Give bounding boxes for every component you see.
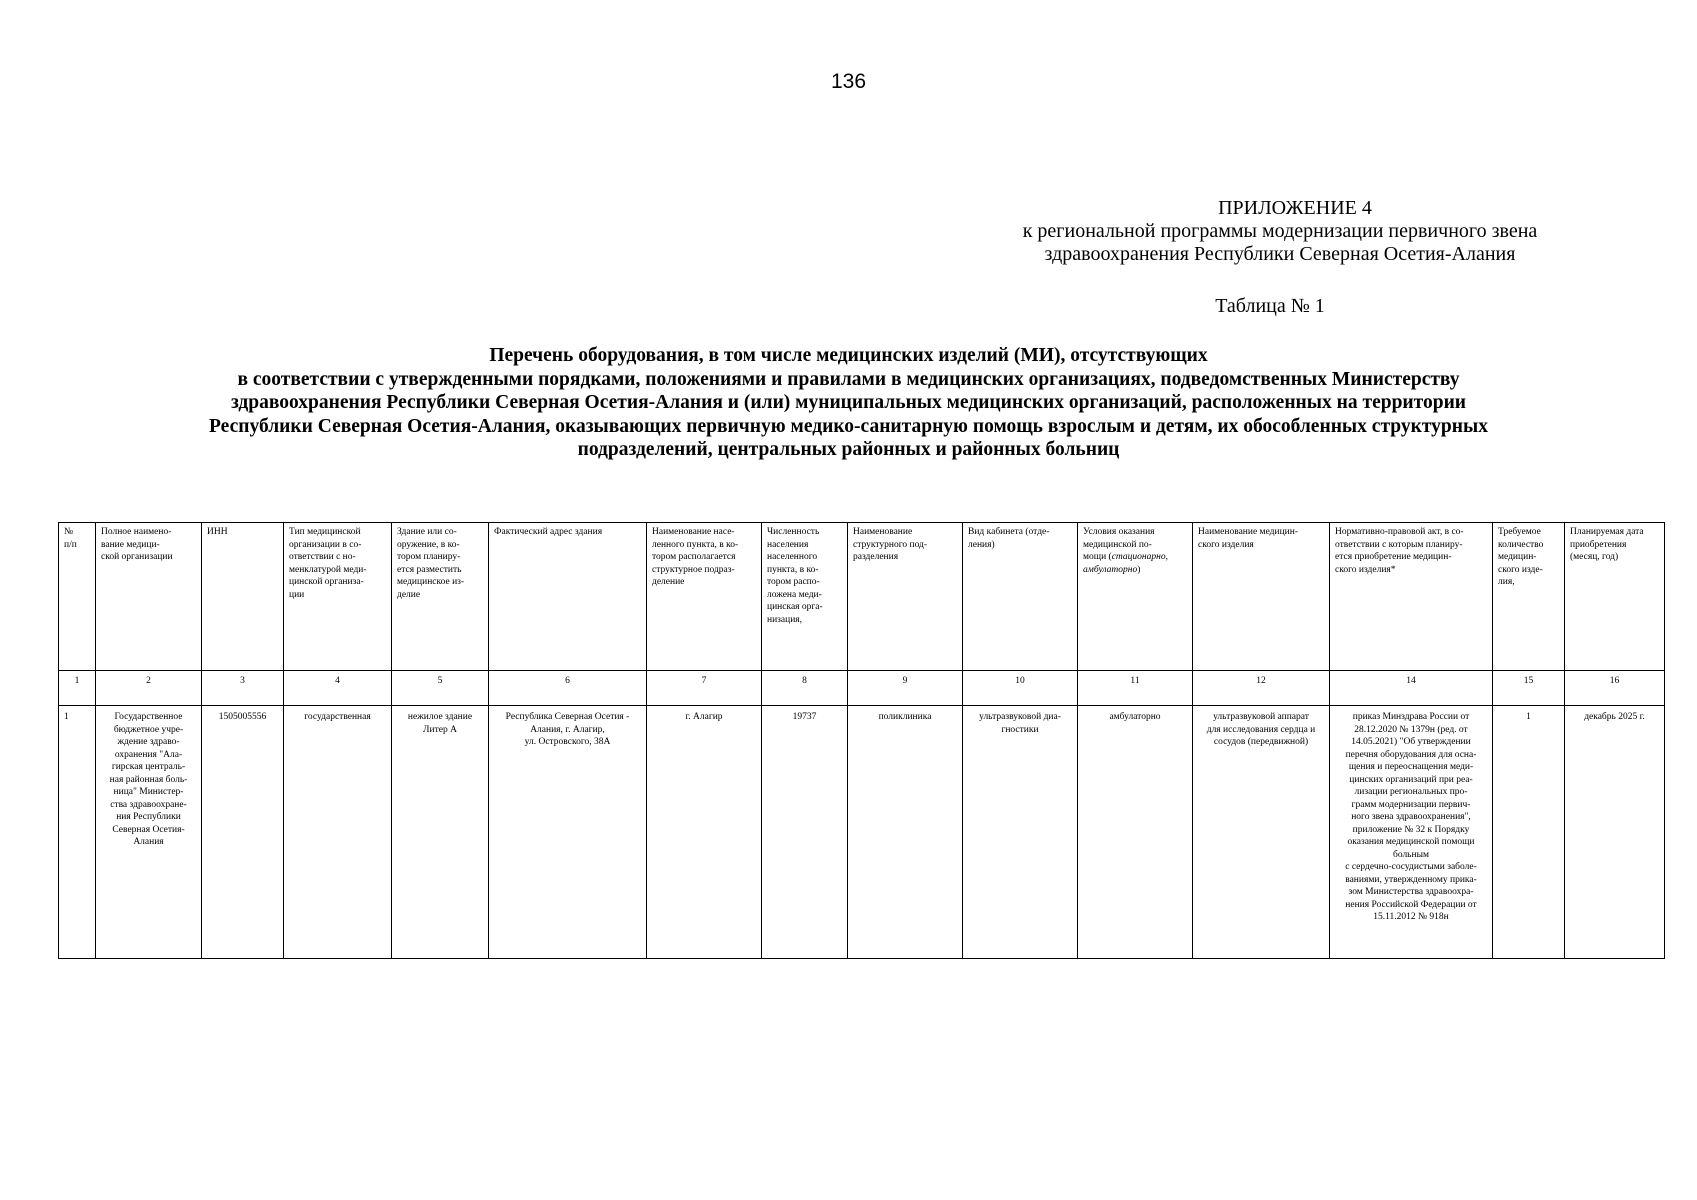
page-number: 136: [830, 70, 867, 93]
appendix-block: [960, 197, 1600, 266]
building-cell: нежилое здание Литер А: [392, 706, 489, 959]
population-cell: 19737: [762, 706, 848, 959]
column-number: 9: [848, 671, 963, 706]
header-cell: ИНН: [202, 523, 284, 671]
column-number: 16: [1565, 671, 1665, 706]
column-number: 14: [1330, 671, 1493, 706]
unit-cell: поликлиника: [848, 706, 963, 959]
column-number: 11: [1078, 671, 1193, 706]
title-line: Перечень оборудования, в том числе медицинских изделий (МИ), отсутствующих: [489, 345, 1208, 366]
header-cell: Нормативно-правовой акт, в со- ответствии с которым планиру- ется приобретение медицин- ского изделия*: [1330, 523, 1493, 671]
legal-act-cell: приказ Минздрава России от 28.12.2020 № 1379н (ред. от 14.05.2021) "Об утверждении перечня оборудования для осна- щения и переоснащения меди- цинских организаций при реа- лизации региональных про- грамм модернизации первич- ного звена здравоохранения", приложение № 32 к Порядку оказания медицинской помощи больным с сердечно-сосудистыми заболе- ваниями, утвержденному прика- зом Министерства здравоохра- нения Российской Федерации от 15.11.2012 № 918н: [1330, 706, 1493, 959]
column-number: 2: [96, 671, 202, 706]
header-cell: Фактический адрес здания: [489, 523, 647, 671]
address-cell: Республика Северная Осетия - Алания, г. Алагир, ул. Островского, 38А: [489, 706, 647, 959]
table-number: Таблица № 1: [1215, 295, 1325, 317]
title-line: здравоохранения Республики Северная Осетия-Алания и (или) муниципальных медицинских организаций, расположенных на территории: [230, 392, 1467, 413]
header-cell: Вид кабинета (отде- ления): [963, 523, 1078, 671]
header-cell: Требуемое количество медицин- ского изде- лия,: [1493, 523, 1565, 671]
settlement-cell: г. Алагир: [647, 706, 762, 959]
appendix-line-3: здравоохранения Республики Северная Осетия-Алания: [1044, 243, 1516, 265]
column-number: 7: [647, 671, 762, 706]
appendix-line-2: к региональной программы модернизации первичного звена: [1022, 220, 1538, 242]
quantity-cell: 1: [1493, 706, 1565, 959]
title-line: подразделений, центральных районных и районных больниц: [577, 439, 1120, 460]
column-number: 4: [284, 671, 392, 706]
equipment-table: [58, 522, 1665, 959]
column-number: 3: [202, 671, 284, 706]
column-number-row: [59, 671, 1665, 706]
header-cell: Наименование медицин- ского изделия: [1193, 523, 1330, 671]
title-line: в соответствии с утвержденными порядками, положениями и правилами в медицинских организациях, подведомственных Министерству: [237, 368, 1460, 390]
header-text: Условия оказания медицинской по- мощи (: [1083, 527, 1155, 562]
header-cell: Полное наимено- вание медици- ской организации: [96, 523, 202, 671]
column-number: 15: [1493, 671, 1565, 706]
appendix-title: ПРИЛОЖЕНИЕ 4: [1218, 197, 1372, 219]
header-cell: [1078, 523, 1193, 671]
organization-cell: Государственное бюджетное учре- ждение здраво- охранения "Ала- гирская централь- ная районная боль- ница" Министер- ства здравоохране- ния Республики Северная Осетия- Алания: [96, 706, 202, 959]
row-number-cell: 1: [59, 706, 96, 959]
header-cell: Наименование структурного под- разделения: [848, 523, 963, 671]
column-number: 8: [762, 671, 848, 706]
header-cell: Численность населения населенного пункта, в ко- тором распо- ложена меди- цинская орга- низация,: [762, 523, 848, 671]
column-number: 12: [1193, 671, 1330, 706]
purchase-date-cell: декабрь 2025 г.: [1565, 706, 1665, 959]
document-title: [60, 344, 1637, 462]
header-cell: Тип медицинской организации в со- ответствии с но- менклатурой меди- цинской организа- ции: [284, 523, 392, 671]
header-cell: Здание или со- оружение, в ко- тором планиру- ется разместить медицинское из- делие: [392, 523, 489, 671]
column-number: 5: [392, 671, 489, 706]
header-row: [59, 523, 1665, 671]
cabinet-cell: ультразвуковой диа- гностики: [963, 706, 1078, 959]
header-text: ): [1137, 564, 1141, 575]
org-type-cell: государственная: [284, 706, 392, 959]
inn-cell: 1505005556: [202, 706, 284, 959]
table-row: [59, 706, 1665, 959]
header-cell: № п/п: [59, 523, 96, 671]
device-cell: ультразвуковой аппарат для исследования сердца и сосудов (передвижной): [1193, 706, 1330, 959]
title-line: Республики Северная Осетия-Алания, оказывающих первичную медико-санитарную помощь взрослым и детям, их обособленных структурных: [209, 415, 1488, 437]
column-number: 1: [59, 671, 96, 706]
column-number: 6: [489, 671, 647, 706]
header-text-italic: стационарно, амбулаторно: [1083, 552, 1168, 575]
header-cell: Планируемая дата приобретения (месяц, год): [1565, 523, 1665, 671]
header-cell: Наименование насе- ленного пункта, в ко- тором располагается структурное подраз- деление: [647, 523, 762, 671]
conditions-cell: амбулаторно: [1078, 706, 1193, 959]
column-number: 10: [963, 671, 1078, 706]
